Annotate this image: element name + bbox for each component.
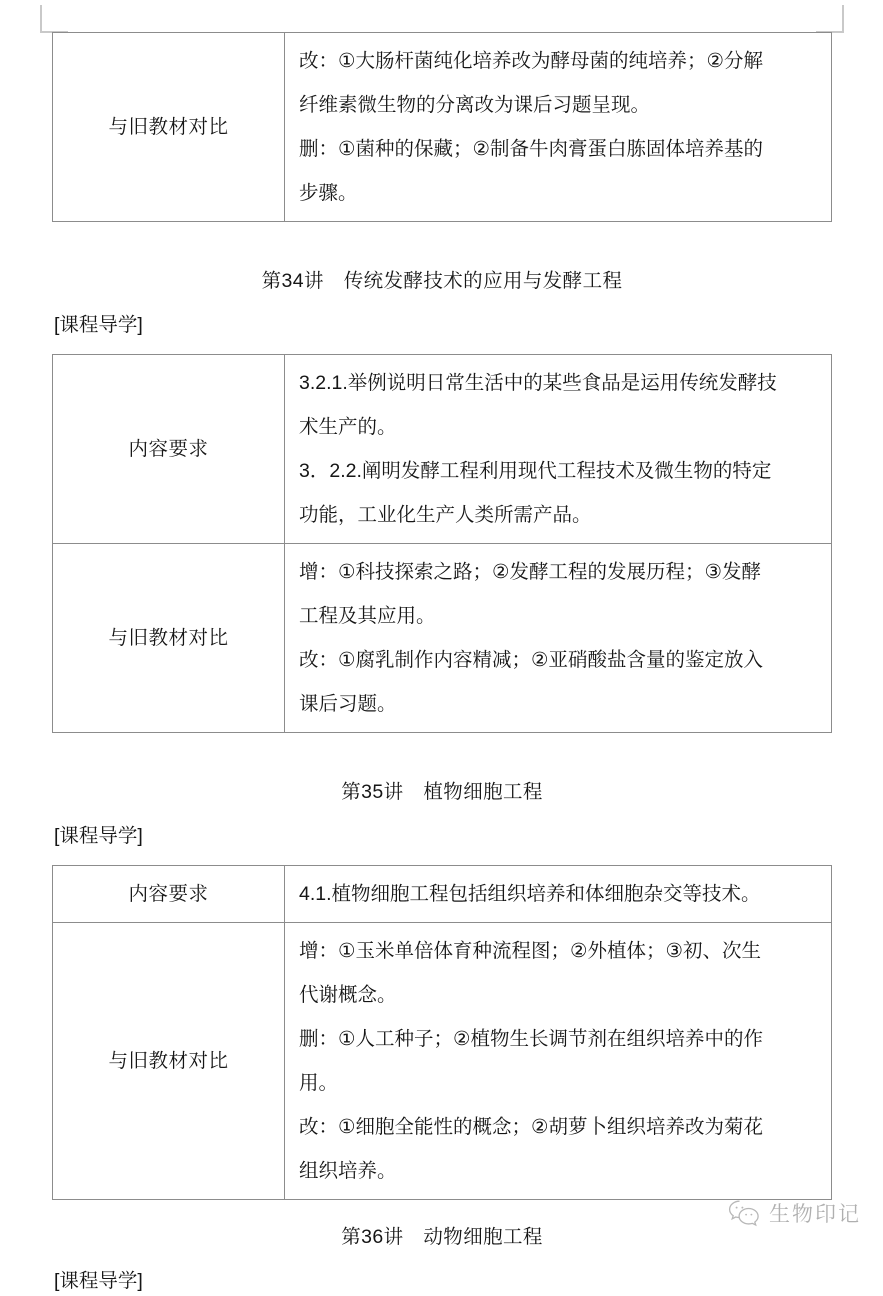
watermark — [727, 1198, 861, 1228]
row-content — [285, 866, 832, 923]
content-line: 步骤。 — [299, 182, 358, 204]
lecture-34-table — [52, 354, 832, 733]
content-line: 增：①玉米单倍体育种流程图；②外植体；③初、次生 — [299, 940, 761, 962]
lecture-35-table — [52, 865, 832, 1200]
row-label-old-textbook-comparison: 与旧教材对比 — [53, 33, 285, 222]
row-content — [285, 923, 832, 1200]
table-row — [53, 544, 832, 733]
watermark-text: 生物印记 — [769, 1203, 861, 1226]
content-line: 改：①腐乳制作内容精减；②亚硝酸盐含量的鉴定放入 — [299, 649, 763, 671]
lecture-34-guide-label: [课程导学] — [54, 314, 143, 336]
table-row — [53, 355, 832, 544]
lecture-36-guide-label: [课程导学] — [54, 1270, 143, 1292]
row-label-old-textbook-comparison: 与旧教材对比 — [53, 923, 285, 1200]
row-label-content-requirement: 内容要求 — [53, 355, 285, 544]
content-line: 用。 — [299, 1072, 339, 1094]
content-line: 4.1.植物细胞工程包括组织培养和体细胞杂交等技术。 — [299, 883, 761, 905]
content-line: 课后习题。 — [299, 693, 397, 715]
content-line: 纤维素微生物的分离改为课后习题呈现。 — [299, 94, 651, 116]
spacer — [52, 340, 832, 354]
content-line: 改：①大肠杆菌纯化培养改为酵母菌的纯培养；②分解 — [299, 50, 763, 72]
spacer — [52, 296, 832, 310]
spacer — [52, 851, 832, 865]
table-row — [53, 33, 832, 222]
content-line: 术生产的。 — [299, 416, 397, 438]
lecture-34-title: 第34讲 传统发酵技术的应用与发酵工程 — [261, 270, 623, 292]
lecture-35-title: 第35讲 植物细胞工程 — [341, 781, 543, 803]
content-line: 3．2.2.阐明发酵工程利用现代工程技术及微生物的特定 — [299, 460, 772, 482]
content-line: 工程及其应用。 — [299, 605, 436, 627]
table-row — [53, 923, 832, 1200]
comparison-table-top — [52, 32, 832, 222]
content-line: 代谢概念。 — [299, 984, 397, 1006]
content-line: 组织培养。 — [299, 1160, 397, 1182]
spacer-top — [52, 0, 832, 32]
content-line: 改：①细胞全能性的概念；②胡萝卜组织培养改为菊花 — [299, 1116, 763, 1138]
document-body — [52, 0, 832, 1296]
row-label-old-textbook-comparison: 与旧教材对比 — [53, 544, 285, 733]
lecture-35-guide-label: [课程导学] — [54, 825, 143, 847]
lecture-36-title: 第36讲 动物细胞工程 — [341, 1226, 543, 1248]
table-row — [53, 866, 832, 923]
spacer — [52, 1252, 832, 1266]
row-content — [285, 355, 832, 544]
spacer-after-lecture-34 — [52, 733, 832, 777]
row-content — [285, 33, 832, 222]
spacer-after-top-table — [52, 222, 832, 266]
content-line: 功能，工业化生产人类所需产品。 — [299, 504, 592, 526]
spacer — [52, 807, 832, 821]
spacer-after-lecture-35 — [52, 1200, 832, 1222]
row-content — [285, 544, 832, 733]
content-line: 增：①科技探索之路；②发酵工程的发展历程；③发酵 — [299, 561, 761, 583]
row-label-content-requirement: 内容要求 — [53, 866, 285, 923]
content-line: 3.2.1.举例说明日常生活中的某些食品是运用传统发酵技 — [299, 372, 777, 394]
content-line: 删：①人工种子；②植物生长调节剂在组织培养中的作 — [299, 1028, 763, 1050]
content-line: 删：①菌种的保藏；②制备牛肉膏蛋白胨固体培养基的 — [299, 138, 763, 160]
wechat-bubbles-icon — [727, 1199, 761, 1227]
